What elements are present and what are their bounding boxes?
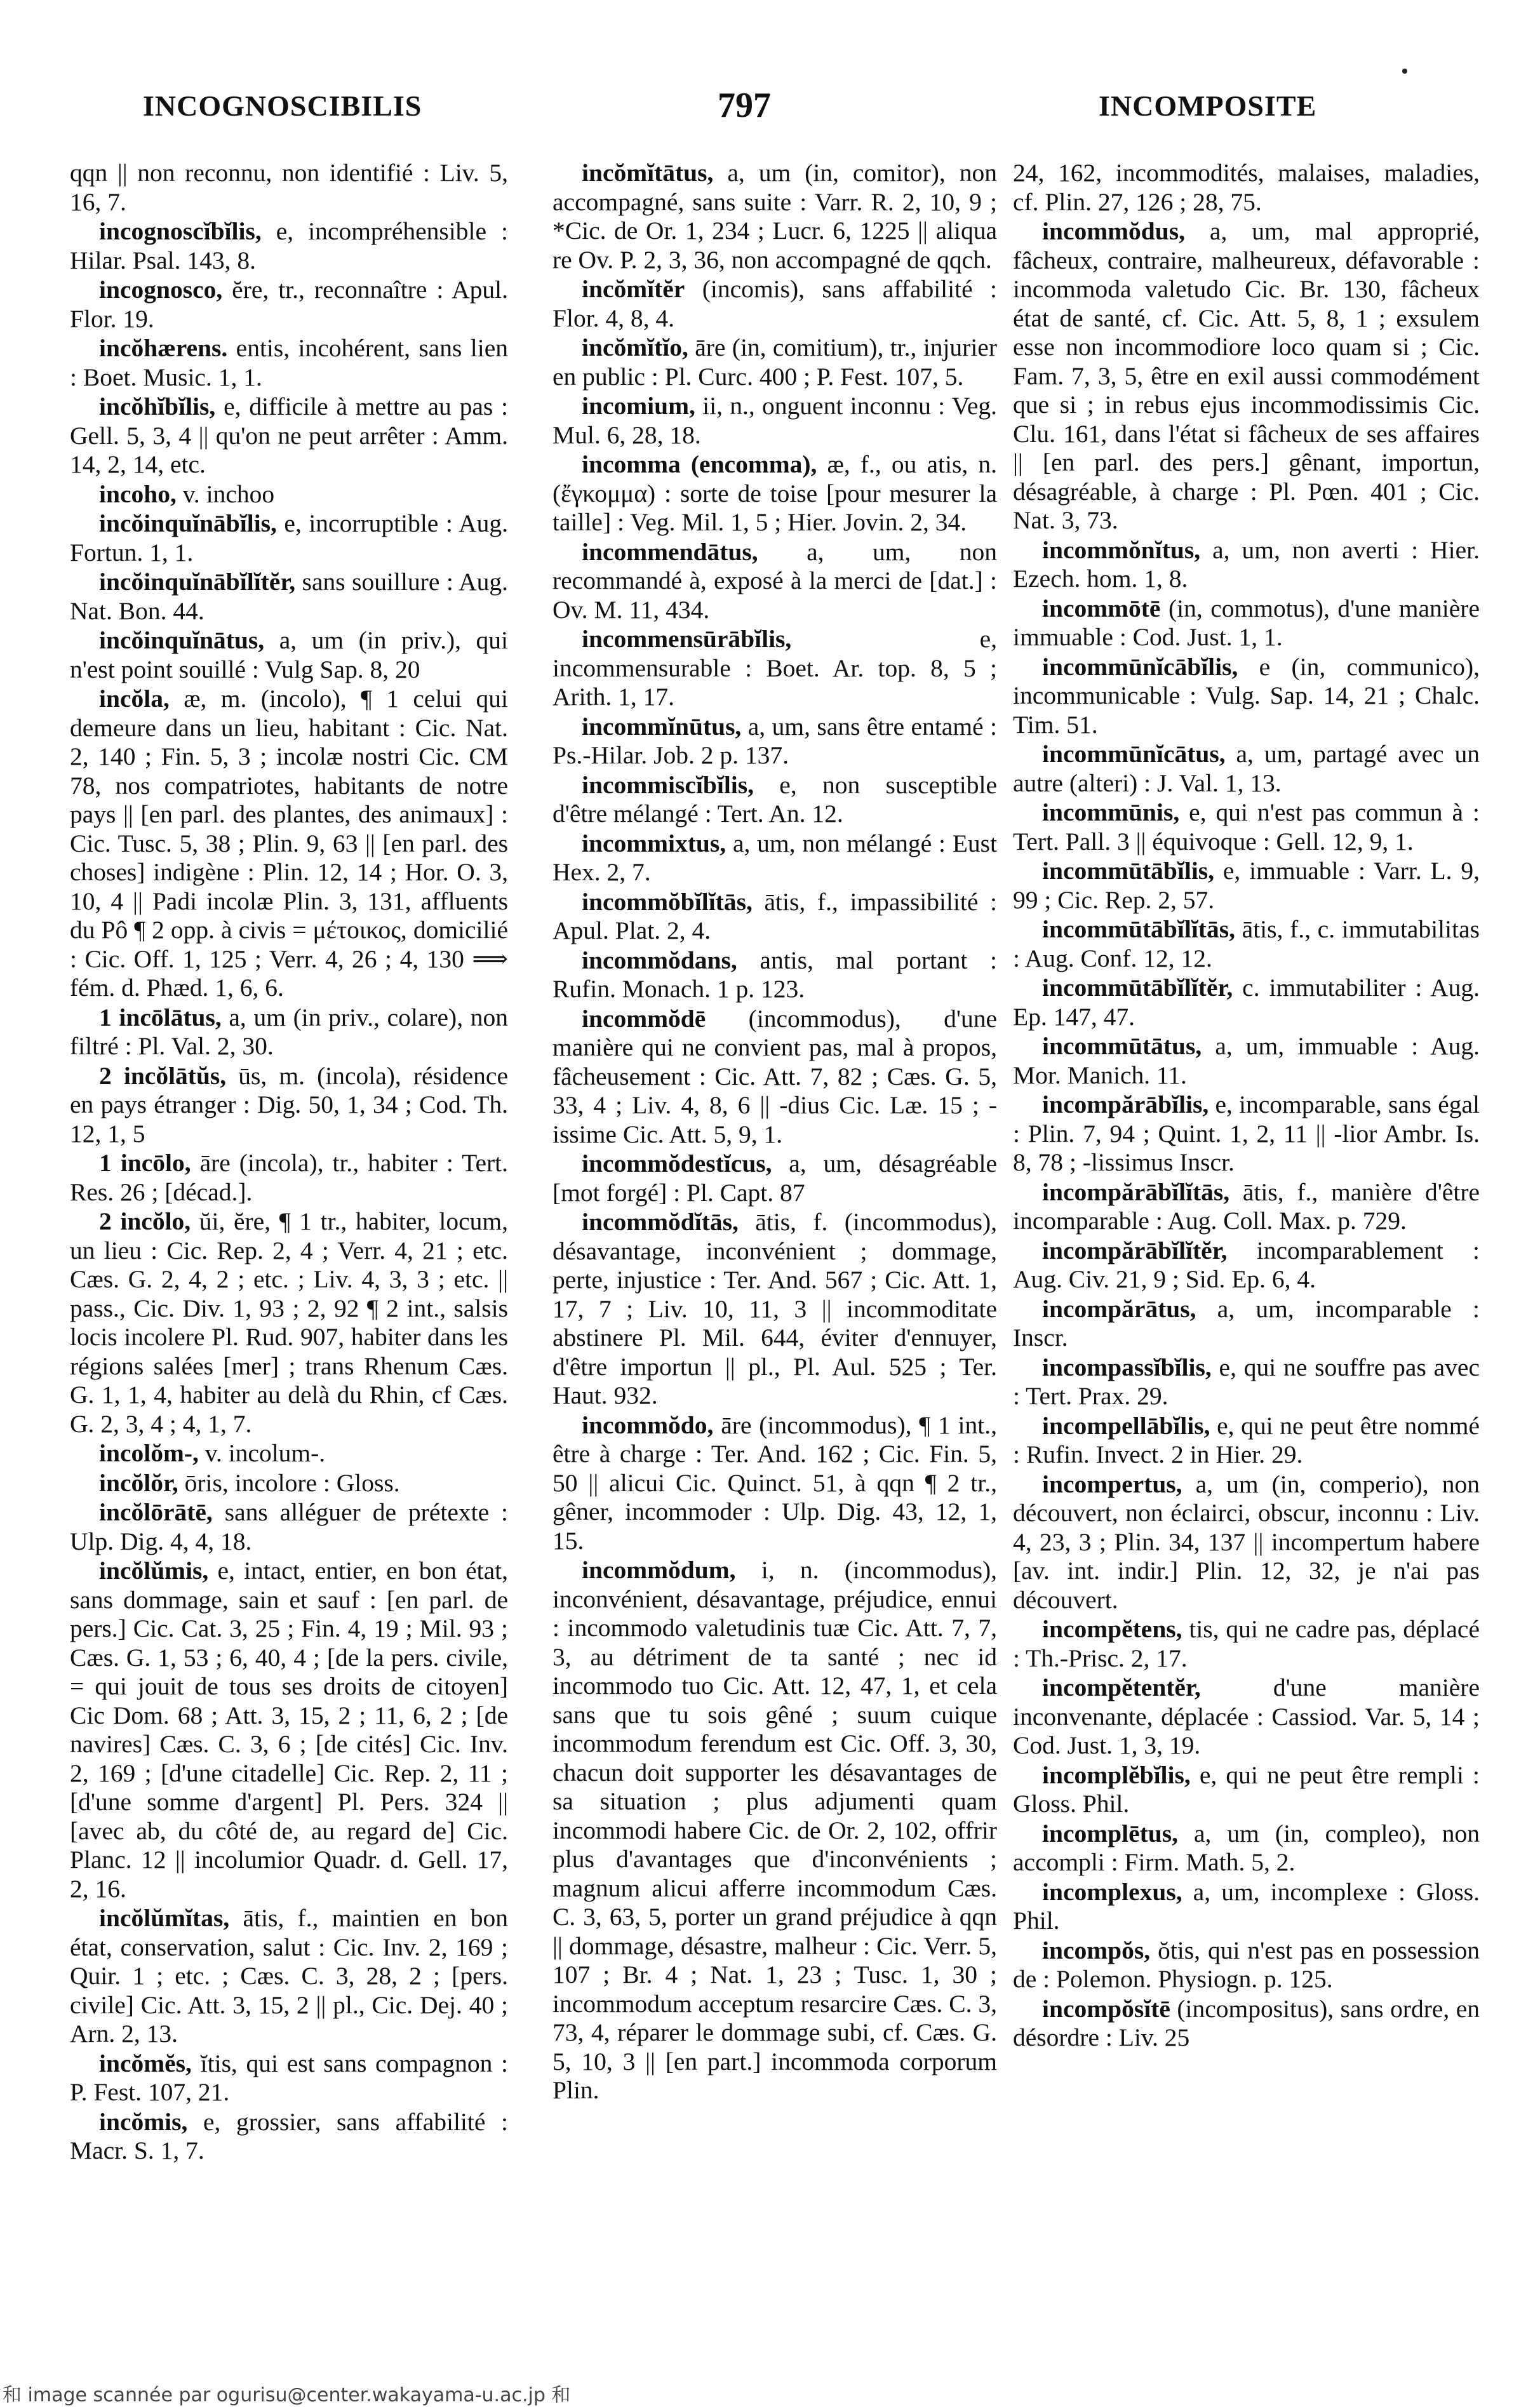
entry-definition: ōris, incolore : Gloss. <box>184 1468 400 1497</box>
entry-headword: incompŏsĭtē <box>1042 1994 1170 2023</box>
entry-headword: incŏmĕs, <box>99 2049 192 2077</box>
entry-definition: a, um (in, compleo), non accompli : Firm. Math. 5, 2. <box>1013 1819 1480 1876</box>
entry-definition: e, immuable : Varr. L. 9, 99 ; Cic. Rep. 2, 57. <box>1013 857 1480 914</box>
entry-headword: incommŏnĭtus, <box>1042 535 1201 564</box>
entry-definition: e, intact, entier, en bon état, sans dommage, sain et sauf : [en parl. de pers.] Cic. Cat. 3, 25 ; Fin. 4, 19 ; Mil. 93 ; Cæs. G. 1, 53 ; 6, 40, 4 ; [de la pers. civile, = qui jouit de tous ses droits de citoyen] Cic Dom. 68 ; Att. 3, 15, 2 ; 11, 6, 2 ; [de navires] Cæs. C. 3, 6 ; [de cités] Cic. Inv. 2, 169 ; [d'une citadelle] Cic. Rep. 2, 11 ; [d'une somme d'argent] Pl. Pers. 324 || [avec ab, du côté de, au regard de] Cic. Planc. 12 || incolumior Quadr. d. Gell. 17, 2, 16. <box>70 1557 508 1903</box>
dictionary-entry <box>552 538 997 625</box>
entry-headword: incommūtābĭlĭtās, <box>1042 915 1235 943</box>
dictionary-entry <box>1013 1178 1480 1236</box>
entry-headword: incommūtābĭlĭtĕr, <box>1042 974 1233 1002</box>
entry-definition: æ, m. (incolo), ¶ 1 celui qui demeure dans un lieu, habitant : Cic. Nat. 2, 140 ; Fin. 5, 3 ; incolæ nostri Cic. CM 78, nos compatriotes, habitants de notre pays || [en parl. des plantes, des animaux] : Cic. Tusc. 5, 38 ; Plin. 9, 63 || [en parl. des choses] indigène : Plin. 12, 14 ; Hor. O. 3, 10, 4 || Padi incolæ Plin. 3, 131, affluents du Pô ¶ 2 opp. à civis = μέτοικος, domicilié : Cic. Off. 1, 125 ; Verr. 4, 26 ; 4, 130 ⟹ fém. d. Phæd. 1, 6, 6. <box>70 685 508 1002</box>
entry-headword: incŏla, <box>99 685 170 713</box>
dictionary-entry <box>70 568 508 626</box>
entry-headword: 2 incŏlātŭs, <box>99 1061 227 1090</box>
entry-definition: 24, 162, incommodités, malaises, maladies, cf. Plin. 27, 126 ; 28, 75. <box>1013 159 1480 216</box>
dictionary-entry <box>70 1469 508 1498</box>
dictionary-entry <box>70 2108 508 2166</box>
dictionary-entry <box>552 1411 997 1556</box>
header-first-word: INCOGNOSCIBILIS <box>143 90 422 122</box>
entry-headword: incommŏdē <box>582 1004 706 1033</box>
entry-headword: incompĕtentĕr, <box>1042 1673 1201 1701</box>
entry-headword: incŏlŭmis, <box>99 1557 209 1585</box>
entry-definition: āre (incommodus), ¶ 1 int., être à charge : Ter. And. 162 ; Cic. Fin. 5, 50 || alicui Cic. Quinct. 51, à qqn ¶ 2 tr., gêner, incommoder : Ulp. Dig. 43, 12, 1, 15. <box>552 1411 997 1555</box>
dictionary-entry <box>70 1557 508 1903</box>
column-right <box>1013 159 1480 2337</box>
dictionary-entry <box>1013 1995 1480 2053</box>
entry-headword: incŏinquĭnātus, <box>99 626 265 654</box>
entry-headword: incomplĕbĭlis, <box>1042 1760 1191 1789</box>
entry-definition: e, grossier, sans affabilité : Macr. S. 1, 7. <box>70 2107 508 2164</box>
entry-definition: ŏtis, qui n'est pas en possession de : Polemon. Physiogn. p. 125. <box>1013 1936 1480 1993</box>
entry-definition: a, um, incomplexe : Gloss. Phil. <box>1013 1877 1480 1934</box>
entry-definition: a, um (in, comperio), non découvert, non éclairci, obscur, inconnu : Liv. 4, 23, 3 ; Plin. 34, 137 || incompertum habere [av. int. indir.] Plin. 12, 32, je n'ai pas découvert. <box>1013 1470 1480 1614</box>
dictionary-entry <box>1013 1820 1480 1877</box>
dictionary-entry <box>1013 1237 1480 1294</box>
entry-headword: incŏhĭbĭlis, <box>99 392 216 420</box>
entry-definition: ātis, f., maintien en bon état, conservation, salut : Cic. Inv. 2, 169 ; Quir. 1 ; etc. ; Cæs. C. 3, 28, 2 ; [pers. civile] Cic. Att. 3, 15, 2 || pl., Cic. Dej. 40 ; Arn. 2, 13. <box>70 1904 508 2048</box>
entry-definition: a, um, sans être entamé : Ps.-Hilar. Job. 2 p. 137. <box>552 712 997 769</box>
dictionary-entry <box>70 1207 508 1438</box>
entry-headword: incompărābĭlĭtās, <box>1042 1177 1230 1206</box>
dictionary-entry <box>70 480 508 509</box>
entry-headword: incŏlōrātē, <box>99 1498 213 1526</box>
entry-headword: incŏinquĭnābĭlis, <box>99 509 277 537</box>
entry-headword: incomma (encomma), <box>582 450 817 478</box>
running-header <box>0 86 1540 133</box>
dictionary-entry <box>1013 1353 1480 1411</box>
scan-credit-text: 和 image scannée par ogurisu@center.wakayama-u.ac.jp 和 <box>3 2384 571 2406</box>
entry-headword: incompărābĭlĭtĕr, <box>1042 1236 1228 1264</box>
dictionary-entry <box>552 713 997 770</box>
entry-definition: æ, f., ou atis, n. (ἔγκομμα) : sorte de toise [pour mesurer la taille] : Veg. Mil. 1, 5 ; Hier. Jovin. 2, 34. <box>552 450 997 536</box>
entry-definition: a, um, désagréable [mot forgé] : Pl. Capt. 87 <box>552 1150 997 1207</box>
entry-definition: v. incolum-. <box>204 1439 326 1467</box>
entry-definition: a, um, mal approprié, fâcheux, contraire, malheureux, défavorable : incommoda valetudo Cic. Br. 130, fâcheux état de santé, cf. Cic. Att. 5, 8, 1 ; exsulem esse non incommodiore loco quam si ; Cic. Fam. 7, 3, 5, être en exil aussi commodément que si ; in rebus ejus incommodissimis Cic. Clu. 161, dans l'état si fâcheux de ses affaires || [en parl. des pers.] gênant, importun, désagréable, à charge : Pl. Pœn. 401 ; Cic. Nat. 3, 73. <box>1013 217 1480 534</box>
entry-definition: ĕre, tr., reconnaître : Apul. Flor. 19. <box>70 276 508 333</box>
entry-definition: e, qui n'est pas commun à : Tert. Pall. 3 || équivoque : Gell. 12, 9, 1. <box>1013 798 1480 855</box>
entry-headword: incomium, <box>582 392 695 420</box>
dictionary-entry <box>552 1556 997 2105</box>
entry-headword: incŏmĭtĭo, <box>582 333 688 361</box>
dictionary-entry <box>1013 653 1480 740</box>
entry-definition: a, um (in, comitor), non accompagné, sans suite : Varr. R. 2, 10, 9 ; *Cic. de Or. 1, 234 ; Lucr. 6, 1225 || aliqua re Ov. P. 2, 3, 36, non accompagné de qqch. <box>552 159 997 274</box>
dictionary-entry <box>1013 915 1480 973</box>
entry-definition: e, incorruptible : Aug. Fortun. 1, 1. <box>70 509 508 567</box>
entry-definition: e, qui ne peut être nommé : Rufin. Invect. 2 in Hier. 29. <box>1013 1411 1480 1468</box>
entry-definition: e, incomparable, sans égal : Plin. 7, 94 ; Quint. 1, 2, 11 || -lior Ambr. Is. 8, 78 ; -lissimus Inscr. <box>1013 1090 1480 1176</box>
entry-headword: incognoscĭbĭlis, <box>99 217 262 245</box>
entry-definition: a, um, non mélangé : Eust Hex. 2, 7. <box>552 829 997 886</box>
header-last-word: INCOMPOSITE <box>1099 90 1317 122</box>
entry-headword: incoho, <box>99 479 177 508</box>
entry-headword: incompŏs, <box>1042 1936 1151 1964</box>
dictionary-entry <box>1013 217 1480 535</box>
entry-definition: āre (in, comitium), tr., injurier en public : Pl. Curc. 400 ; P. Fest. 107, 5. <box>552 333 997 391</box>
entry-definition: v. inchoo <box>182 479 275 508</box>
dictionary-entry <box>1013 1878 1480 1936</box>
column-middle <box>552 159 997 2337</box>
entry-headword: incommiscĭbĭlis, <box>582 770 754 799</box>
dictionary-entry <box>552 771 997 829</box>
entry-headword: incŏmis, <box>99 2107 188 2136</box>
entry-definition: (incompositus), sans ordre, en désordre : Liv. 25 <box>1013 1994 1480 2051</box>
dictionary-entry <box>1013 159 1480 217</box>
dictionary-entry <box>1013 1673 1480 1760</box>
dictionary-entry <box>552 333 997 391</box>
page-number: 797 <box>718 86 771 125</box>
entry-headword: 1 incōlo, <box>99 1149 191 1177</box>
entry-definition: i, n. (incommodus), inconvénient, désavantage, préjudice, ennui : incommodo valetudinis tuæ Cic. Att. 7, 7, 3, au détriment de ta santé ; nec id incommodo tuo Cic. Att. 12, 47, 1, et cela sans que tu sois gêné ; suum cuique incommodum ferendum est Cic. Off. 3, 30, chacun doit supporter les désavantages de sa situation ; plus adjumenti quam incommodi habere Cic. de Or. 2, 102, offrir plus d'avantages que d'inconvénients ; magnum alicui afferre incommodum Cæs. C. 3, 63, 5, porter un grand préjudice à qqn || dommage, désastre, malheur : Cic. Verr. 5, 107 ; Br. 4 ; Nat. 1, 23 ; Tusc. 1, 30 ; incommodum acceptum resarcire Cæs. C. 3, 73, 4, réparer le dommage subi, cf. Cæs. G. 5, 10, 3 || [en part.] incommoda corporum Plin. <box>552 1556 997 2104</box>
entry-headword: incommĭnūtus, <box>582 712 742 741</box>
entry-definition: ii, n., onguent inconnu : Veg. Mul. 6, 28, 18. <box>552 392 997 449</box>
dictionary-entry <box>70 1149 508 1207</box>
entry-definition: a, um, partagé avec un autre (alteri) : J. Val. 1, 13. <box>1013 740 1480 797</box>
dictionary-entry <box>1013 1936 1480 1994</box>
dictionary-entry <box>1013 1615 1480 1673</box>
dictionary-entry <box>1013 536 1480 594</box>
entry-definition: e, non susceptible d'être mélangé : Tert. An. 12. <box>552 770 997 828</box>
dictionary-entry <box>1013 1412 1480 1470</box>
entry-definition: e, difficile à mettre au pas : Gell. 5, 3, 4 || qu'on ne peut arrêter : Amm. 14, 2, 14, etc. <box>70 392 508 478</box>
entry-headword: incommūtātus, <box>1042 1032 1202 1060</box>
entry-headword: incommŏbĭlĭtās, <box>582 887 753 916</box>
dictionary-entry <box>552 946 997 1004</box>
entry-definition: qqn || non reconnu, non identifié : Liv. 5, 16, 7. <box>70 159 508 216</box>
dictionary-entry <box>70 1904 508 2049</box>
entry-definition: e (in, communico), incommunicable : Vulg. Sap. 14, 21 ; Chalc. Tim. 51. <box>1013 652 1480 739</box>
entry-definition: entis, incohérent, sans lien : Boet. Music. 1, 1. <box>70 334 508 391</box>
dictionary-entry <box>70 1498 508 1556</box>
entry-headword: incommŏdo, <box>582 1411 714 1439</box>
entry-definition: sans souillure : Aug. Nat. Bon. 44. <box>70 568 508 625</box>
entry-definition: ĭtis, qui est sans compagnon : P. Fest. 107, 21. <box>70 2049 508 2106</box>
entry-headword: incŏlŏr, <box>99 1468 178 1497</box>
dictionary-entry <box>552 888 997 946</box>
entry-definition: ŭi, ĕre, ¶ 1 tr., habiter, locum, un lieu : Cic. Rep. 2, 4 ; Verr. 4, 21 ; etc. Cæs. G. 2, 4, 2 ; etc. ; Liv. 4, 3, 3 ; etc. || pass., Cic. Div. 1, 93 ; 2, 92 ¶ 2 int., salsis locis incolere Pl. Rud. 907, habiter dans les régions salées [mer] ; trans Rhenum Cæs. G. 1, 1, 4, habiter au delà du Rhin, cf Cæs. G. 2, 3, 4 ; 4, 1, 7. <box>70 1207 508 1438</box>
dictionary-entry <box>552 275 997 333</box>
dictionary-entry <box>1013 1032 1480 1090</box>
scan-speck <box>1402 69 1407 74</box>
entry-definition: tis, qui ne cadre pas, déplacé : Th.-Prisc. 2, 17. <box>1013 1615 1480 1672</box>
dictionary-entry <box>552 392 997 450</box>
entry-definition: (incommodus), d'une manière qui ne convient pas, mal à propos, fâcheusement : Cic. Att. 7, 82 ; Cæs. G. 5, 33, 4 ; Liv. 4, 8, 6 || -dius Cic. Læ. 15 ; -issime Cic. Att. 5, 9, 1. <box>552 1004 997 1148</box>
entry-headword: incompărātus, <box>1042 1294 1196 1323</box>
entry-headword: incommŏdus, <box>1042 217 1185 245</box>
entry-headword: incŏmĭtātus, <box>582 159 714 187</box>
dictionary-entry <box>70 276 508 333</box>
entry-headword: incŏmĭtĕr <box>582 275 685 303</box>
dictionary-entry <box>552 159 997 274</box>
dictionary-entry <box>552 1208 997 1411</box>
entry-headword: incommendātus, <box>582 537 758 566</box>
entry-headword: incolŏm-, <box>99 1439 199 1467</box>
entry-definition: e, qui ne peut être rempli : Gloss. Phil. <box>1013 1760 1480 1818</box>
entry-definition: a, um (in priv., colare), non filtré : Pl. Val. 2, 30. <box>70 1003 508 1060</box>
entry-definition: āre (incola), tr., habiter : Tert. Res. 26 ; [décad.]. <box>70 1149 508 1206</box>
dictionary-entry <box>552 1150 997 1207</box>
dictionary-entry <box>70 1003 508 1061</box>
entry-headword: incompĕtens, <box>1042 1615 1182 1643</box>
entry-definition: ātis, f., c. immutabilitas : Aug. Conf. 12, 12. <box>1013 915 1480 972</box>
entry-definition: a, um (in priv.), qui n'est point souillé : Vulg Sap. 8, 20 <box>70 626 508 683</box>
dictionary-entry <box>1013 798 1480 856</box>
dictionary-entry <box>1013 594 1480 652</box>
dictionary-entry <box>70 392 508 479</box>
entry-definition: ātis, f. (incommodus), désavantage, inconvénient ; dommage, perte, injustice : Ter. And. 567 ; Cic. Att. 1, 17, 7 ; Liv. 10, 11, 3 || incommoditate abstinere Pl. Mil. 644, éviter d'ennuyer, d'être importun || pl., Pl. Aul. 525 ; Ter. Haut. 932. <box>552 1208 997 1409</box>
dictionary-entry <box>1013 740 1480 798</box>
entry-headword: incŏlŭmĭtas, <box>99 1904 230 1932</box>
dictionary-entry <box>70 2049 508 2107</box>
entry-headword: incompellābĭlis, <box>1042 1411 1210 1440</box>
entry-headword: incommōtē <box>1042 594 1161 622</box>
entry-headword: incommŏdans, <box>582 946 737 974</box>
dictionary-entry <box>70 217 508 275</box>
entry-definition: a, um, non recommandé à, exposé à la merci de [dat.] : Ov. M. 11, 434. <box>552 537 997 624</box>
dictionary-entry <box>1013 1090 1480 1177</box>
dictionary-entry <box>70 509 508 567</box>
entry-headword: incommūnis, <box>1042 798 1180 826</box>
entry-definition: (in, commotus), d'une manière immuable : Cod. Just. 1, 1. <box>1013 594 1480 651</box>
dictionary-entry <box>552 1005 997 1150</box>
entry-definition: e, incompréhensible : Hilar. Psal. 143, 8. <box>70 217 508 274</box>
dictionary-entry <box>1013 1761 1480 1819</box>
dictionary-entry <box>1013 974 1480 1031</box>
entry-headword: 1 incōlātus, <box>99 1003 222 1031</box>
dictionary-entry <box>1013 1470 1480 1615</box>
entry-definition: incomparablement : Aug. Civ. 21, 9 ; Sid. Ep. 6, 4. <box>1013 1236 1480 1293</box>
entry-headword: incommūnĭcātus, <box>1042 740 1226 768</box>
entry-definition: e, qui ne souffre pas avec : Tert. Prax. 29. <box>1013 1353 1480 1410</box>
dictionary-entry <box>70 159 508 217</box>
entry-definition: d'une manière inconvenante, déplacée : Cassiod. Var. 5, 14 ; Cod. Just. 1, 3, 19. <box>1013 1673 1480 1759</box>
entry-headword: incommūnĭcābĭlis, <box>1042 652 1238 681</box>
entry-headword: incomplexus, <box>1042 1877 1182 1906</box>
entry-definition: ātis, f., impassibilité : Apul. Plat. 2, 4. <box>552 887 997 944</box>
entry-headword: incŏinquĭnābĭlĭtĕr, <box>99 568 296 596</box>
entry-headword: incommŏdum, <box>582 1556 736 1584</box>
dictionary-entry <box>1013 1295 1480 1353</box>
entry-headword: incompărābĭlis, <box>1042 1090 1209 1118</box>
dictionary-entry <box>70 334 508 392</box>
entry-definition: e, incommensurable : Boet. Ar. top. 8, 5 ; Arith. 1, 17. <box>552 625 997 711</box>
entry-headword: incomplētus, <box>1042 1819 1178 1847</box>
entry-definition: a, um, immuable : Aug. Mor. Manich. 11. <box>1013 1032 1480 1089</box>
entry-definition: (incomis), sans affabilité : Flor. 4, 8, 4. <box>552 275 997 332</box>
dictionary-entry <box>70 685 508 1003</box>
entry-definition: c. immutabiliter : Aug. Ep. 147, 47. <box>1013 974 1480 1031</box>
column-left <box>70 159 508 2337</box>
dictionary-entry <box>70 626 508 684</box>
dictionary-entry <box>1013 857 1480 915</box>
entry-headword: incompassĭbĭlis, <box>1042 1353 1212 1381</box>
entry-headword: incommensūrābĭlis, <box>582 625 792 653</box>
entry-definition: antis, mal portant : Rufin. Monach. 1 p. 123. <box>552 946 997 1003</box>
entry-headword: incommixtus, <box>582 829 726 857</box>
entry-headword: incŏhærens. <box>99 334 228 362</box>
dictionary-entry <box>70 1062 508 1149</box>
entry-definition: ūs, m. (incola), résidence en pays étranger : Dig. 50, 1, 34 ; Cod. Th. 12, 1, 5 <box>70 1061 508 1148</box>
entry-definition: ātis, f., manière d'être incomparable : Aug. Coll. Max. p. 729. <box>1013 1177 1480 1235</box>
dictionary-entry <box>552 450 997 537</box>
dictionary-entry <box>70 1439 508 1468</box>
dictionary-entry <box>552 829 997 887</box>
entry-headword: 2 incŏlo, <box>99 1207 191 1235</box>
entry-headword: incommŏdĭtās, <box>582 1208 739 1236</box>
entry-headword: incommŏdestĭcus, <box>582 1150 772 1177</box>
entry-headword: incompertus, <box>1042 1470 1182 1498</box>
scan-credit-footer <box>0 2375 1540 2406</box>
entry-definition: a, um, non averti : Hier. Ezech. hom. 1, 8. <box>1013 535 1480 593</box>
entry-definition: a, um, incomparable : Inscr. <box>1013 1294 1480 1351</box>
dictionary-entry <box>552 625 997 712</box>
entry-definition: sans alléguer de prétexte : Ulp. Dig. 4, 4, 18. <box>70 1498 508 1555</box>
entry-headword: incognosco, <box>99 276 223 304</box>
entry-headword: incommūtābĭlis, <box>1042 857 1215 885</box>
